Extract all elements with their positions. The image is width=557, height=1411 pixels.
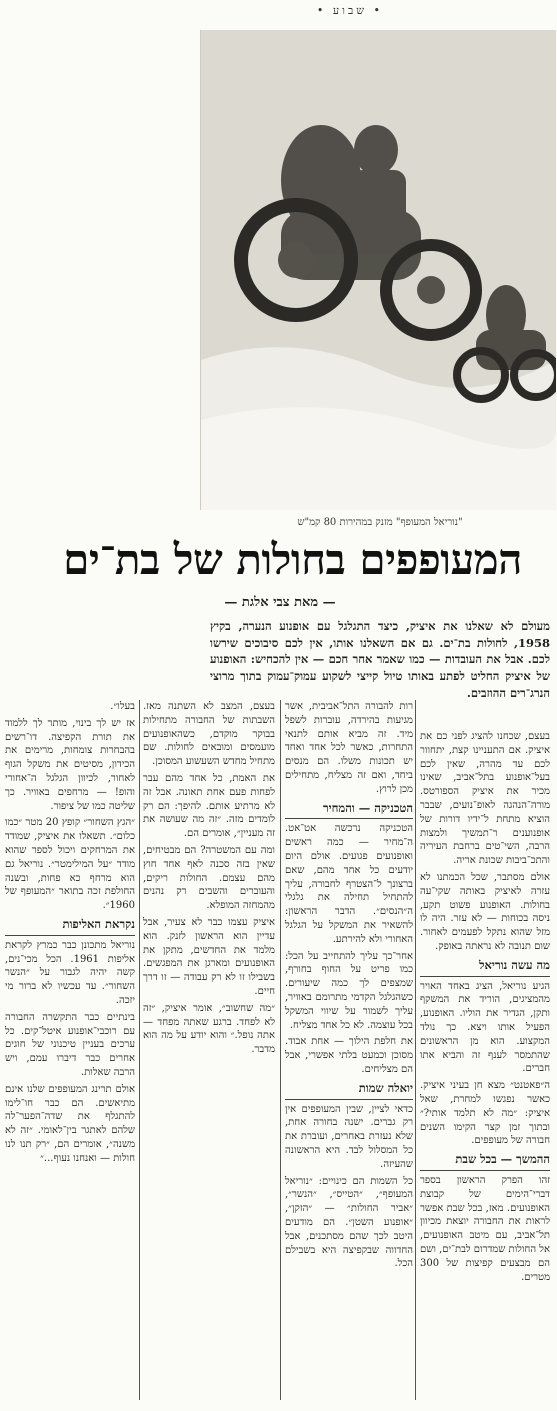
article-column-1: בעצם, שכחנו להציג לפני כם את איציק. אם התעניינו קצת, יתחוור לכם עד מהרה, שאין לכם בעל־אופנוע בתל־אביב, שאינו מכיר את איציק הספורטס. מורה־הנהגה לאופ־נועים, שבבר הוציא מתחת ל־ידיו דורות של אופנוענים ר־תמשיך ולמצות הרבה, השי־טים ברחבת העיריה והתכ־ביבות שכונת אריה. אולם מסתבר, שכל הכמתנו לא עזרה לאיציק באותה שקי־עה בחולות. האופנוע פשוט תקע, ניסה בכוחות — לא עזר. היה לו מזל שהוא נתקל לפעמים לאחור. שום תנובה לא נראתה באופק. מה עשה נוריאל הגיע נוריאל, הציג באחד האויר מהמציגים, הוריד את המשקף ותקן, הגדיר את הוליו. האופנוע, הפעיל אותו ויצא. כך נולד המקצוע. הוא מן הראשונים שהתמסר לענף זה והביא אתו חברים. ה״פאטנט״ מצא חן בעיני איציק. כאשר נפגשו למחרת, שאל איציק: ״מה לא תלמד אותי?״ ובתוך זמן קצר הקימו השנים חבורה של מעופפים. ההמשך — בכל שבת זהו הפרק הראשון בספר דברי־הימים של קבוצת האופנועים. מאז, בכל שבת אפשר לראות את החבורה יוצאת מכיוון תל־אביב, עם מיטב האופנועים, אל החולות שמדרום לבת־ים, ושם הם מבצעים קפיצות של 300 מטרים. bbox=[420, 731, 550, 1283]
section-heading: מה עשה נוריאל bbox=[420, 958, 550, 977]
headline: המעופפים בחולות של בת־ים bbox=[63, 535, 522, 584]
column-rule bbox=[415, 700, 416, 1400]
section-heading: ההמשך — בכל שבת bbox=[420, 1152, 550, 1171]
section-heading: הטכניקה — והמחיר bbox=[285, 801, 413, 820]
photo-caption: "נוריאל המעופף" מזנק במהירות 80 קמ"ש bbox=[297, 517, 463, 528]
section-heading: נקראת האליפות bbox=[5, 917, 135, 936]
page-header-mark: • שבוע • bbox=[316, 4, 384, 17]
article-column-4: בעלו״. אז יש לך בינוי, מותר לך ללמוד את תורת הקפיצה. דו־רשים בהבחרות צומחות, מרימים את הכידון, מסיטים את משקל הגוף לאחור, לכיוון הגלגל ה־אחורי והופ! — מרחפים באוויר. כך שליטה כמו של ציפור. ״הגץ השחור״ קופץ 20 מטר ״כמו כלום״. תשאלו את איציק, שמודד את המרחקים ויכול לספר שהוא מודד ״על המילימטר״. נוריאל גם הוא מרחף כא פחות, ובשנה החולפת זכה בתואר ״המעופף של 1960״. נקראת האליפות נוריאל מתכונן כבר כמרץ לקראת אליפות 1961. הכל מכי־נים, קשה יהיה לגבור על ״הנשר השחור״. עד עכשיו לא ברור מי יזכה. בינתיים כבר התקשרה החבורה עם רוכבי־אופנוע איטל־קים. כל ערכים בעניין טיכנוני של חוגים אחרים כבר דיברו עמם, ויש הרבה שאלות. אולם תרינג המעופפים שלנו אינם מתיאשים. הם כבר חו־לימו להתגלף את שדה־הפער־לה שלהם לאתגר בין־לאומי. ״זה לא משנה״, אומרים הם, ״רק תנו לנו חולות — ואנחנו נעוף...״ bbox=[5, 701, 135, 1164]
column-rule bbox=[280, 700, 281, 1400]
article-column-2: רות להבורה התל־אביבית, אשר מגיעות בהירדה, עוברות לשפל מיד. זה מביא אותם לתנאי התחרות, כאשר לכל אחד ואחד יש תכונות משלו. הם מנסים ביחד, ואם זה מצליח, מתחילים מכן לרוץ. הטכניקה — והמחיר הטכניקה נרכשה אט־אט. ה־מחיר — כמה ראשים ואופנועים פגועים. אולם היום יודעים כל אחד מהם, שאם ברצונך ל־הצטרף לחבורה, עליך להתחיל תחילה את גלגלי ה״הנסים״. הדבר הראשון: להשאיר את המשקל על הגלגל האחורי ולא להירתע. אחר־כך עליך להתחייב על הכל: כמו פריט על החוף בחורף, שמצפים לך כמה שיעורים. כשהגלגל הקדמי מתרומם באוויר, עליך לשמור על שיווי המשקל בכל עוצמה. לא כל אחד מצליח. את חלפת הילוך — אחת אבוד. מסוכן וכמעט בלתי אפשרי, אבל הם מצליחים. יואלה שמות כדאי לציין, שבין המעופפים אין רק גברים. ישנה בחורה אחת, שלא נעזרת באחרים, ועוברת את כל המסלול לבד. היא הראשונה שהעיזה. כל השמות הם כינויים: ״נוריאל המעופף״, ״הטייס״, ״הנשר״, ״אביר החולות״ — ״הזקן״, ״אופנוע השטן״. הם מודעים היטב לכך שהם מסתכנים, אבל החדווה שבקפיצה היא בשבילם הכל. bbox=[285, 701, 413, 1270]
motorcycle-photo bbox=[200, 30, 556, 510]
byline: — מאת צבי אלגת — bbox=[224, 595, 336, 610]
article-column-3: בעצם, המצב לא השתנה מאז. השבתות של החבורה מתחילות בבוקר מוקדם, כשהאופנועים מועמסים ומובאים לחולות. שם מתחיל מחדש השעשוע המסוכן. את האמת, כל אחד מהם עבר לפחות פעם אחת תאונה. אבל זה לא מרתיע אותם. להיפך: הם רק לומדים מזה. ״זה מה שעושה את זה מעניין״, אומרים הם. ומה עם המשטרה? הם מבטיחים, שאין בזה סכנה לאף אחד חוץ מהם עצמם. החולות ריקים, והעוברים והשבים רק נהנים מהמחזה המופלא. איציק עצמו כבר לא צעיר, אבל עדיין הוא הראשון לזנק. הוא מלמד את החדשים, מתקן את האופנועים ומארגן את המפגשים. בשבילו זו לא רק עבודה — זו דרך חיים. ״מה שחשוב״, אומר איציק, ״זה לא לפחד. ברגע שאתה מפחד — אתה נופל.״ והוא יודע על מה הוא מדבר. bbox=[143, 701, 275, 1056]
column-rule bbox=[139, 700, 140, 1400]
section-heading: יואלה שמות bbox=[285, 1081, 413, 1100]
lead-paragraph: מעולם לא שאלנו את איציק, כיצד התגלגל עם אופנוע הנערה, בקיץ 1958, לחולות בת־ים. גם אם השאלנו אותו, אין לכם סיבוכים שירשו לכם. אבל את העובדות — כמו שאמר אחר חכם — אין להכחיש: האופנוע של איציק החליט לפתע באותו טיול קייצי לשקוע עמוק־עמוק בתוך מרוצי הנרג־רים ההוזבים. bbox=[210, 619, 550, 700]
